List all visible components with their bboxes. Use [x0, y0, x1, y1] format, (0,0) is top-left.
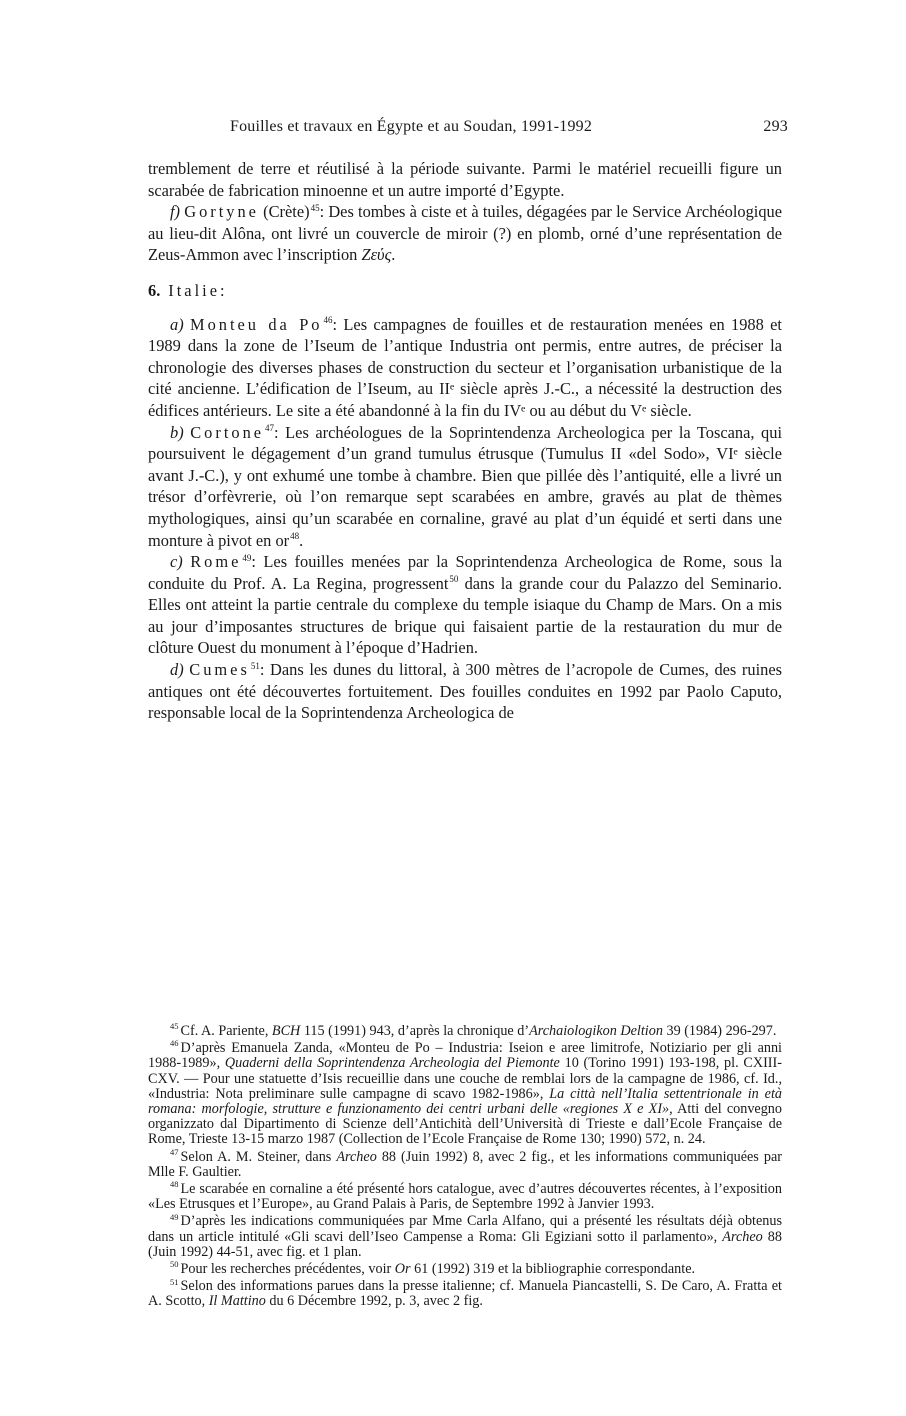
footnote-title: BCH	[271, 1023, 301, 1039]
paragraph-cortone	[148, 422, 782, 552]
footnote-title: Il Mattino	[208, 1293, 266, 1310]
footnote-number: 45	[170, 1021, 179, 1032]
paragraph-continuation: tremblement de terre et réutilisé à la période suivante. Parmi le matériel recueilli figure un scarabée de fabrication minoenne et un autre importé d’Egypte.	[148, 159, 782, 200]
footnote-text: du 6 Décembre 1992, p. 3, avec 2 fig.	[265, 1293, 483, 1310]
paragraph-end: .	[299, 530, 304, 550]
footnote-number: 50	[170, 1259, 179, 1270]
footnote-number: 46	[170, 1038, 179, 1049]
footnote-title: Archaiologikon Deltion	[529, 1023, 663, 1039]
section-heading	[148, 280, 782, 302]
paragraph-text: : Les archéologues de la Soprintendenza Archeologica per la Toscana, qui poursuivent le dégagement d’un grand tumulus étrusque (Tumulus II «del Sodo», VIᵉ siècle avant J.-C.), y ont exhumé une tombe à chambre. Bien que pillée dès l’antiquité, elle a livré un trésor d’orfèvrerie, où l’on remarque sept scarabées en ambre, gravés au plat de thèmes mythologiques, ainsi qu’un scarabée en cornaline, gravé au plat d’un équidé et serti dans une monture à pivot en or	[148, 422, 782, 550]
footnote-text: Selon des informations parues dans la presse italienne; cf. Manuela Piancastelli, S. De Caro, A. Fratta et A. Scotto,	[148, 1278, 782, 1310]
paragraph-text: dans la grande cour du Palazzo del Seminario. Elles ont atteint la partie centrale du complexe du temple isiaque du Champ de Mars. On a mis au jour d’imposantes structures de brique qui faisaient partie de la restauration du mur de clôture Ouest du monument à l’époque d’Hadrien.	[148, 573, 782, 658]
footnote-title: La città nell’Italia settentrionale in età romana: morfologie, strutture e funzionamento dei centri urbani delle «regiones X e XI»	[148, 1085, 782, 1118]
item-label: c)	[170, 552, 183, 572]
footnote-50	[148, 1259, 782, 1278]
footnote-title: Archeo	[336, 1148, 377, 1165]
footnote-text: 10 (Torino 1991) 193-198, pl. CXIII-CXV. — Pour une statuette d’Isis recueillie dans une couche de remblai lors de la campagne de 1986, cf. Id., «Industria: Nota preliminare sulle campagne di scavo 1982-1986»,	[148, 1055, 782, 1102]
paragraph-monteu	[148, 314, 782, 422]
paragraph-cumes	[148, 659, 782, 724]
running-title: Fouilles et travaux en Égypte et au Soudan, 1991-1992	[230, 118, 593, 135]
footnote-number: 47	[170, 1146, 179, 1157]
footnote-title: Or	[394, 1261, 411, 1278]
footnote-ref: 45	[310, 202, 320, 213]
footnote-ref: 50	[449, 574, 459, 585]
place-name: Monteu da Po	[190, 314, 323, 334]
footnote-text: Cf. A. Pariente,	[180, 1023, 272, 1039]
running-header	[148, 118, 788, 142]
paragraph-text: : Les fouilles menées par la Soprintendenza Archeologica de Rome, sous la conduite du Prof. A. La Regina, progressent	[148, 552, 782, 593]
item-label: a)	[170, 314, 184, 334]
greek-word: Ζεύς	[361, 245, 392, 265]
footnote-title: Archeo	[722, 1228, 763, 1245]
place-name: Cortone	[190, 422, 265, 442]
place-name: Cumes	[189, 660, 250, 680]
footnote-49	[148, 1211, 782, 1260]
place-name: Gortyne	[184, 202, 259, 222]
footnote-number: 49	[170, 1211, 179, 1222]
page-number: 293	[763, 118, 788, 135]
footnote-ref: 49	[242, 552, 252, 563]
footnote-ref: 47	[265, 423, 275, 434]
footnote-text: 61 (1992) 319 et la bibliographie correspondante.	[410, 1261, 696, 1278]
footnote-ref: 46	[323, 315, 333, 326]
paragraph-text: : Les campagnes de fouilles et de restauration menées en 1988 et 1989 dans la zone de l’Iseum de l’antique Industria ont permis, entre autres, de préciser la chronologie des diverses phases de construction du secteur et l’organisation urbanistique de la cité ancienne. L’édification de l’Iseum, au IIᵉ siècle après J.-C., a nécessité la destruction des édifices antérieurs. Le site a été abandonné à la fin du IVᵉ ou au début du Vᵉ siècle.	[148, 314, 782, 420]
footnote-text: 88 (Juin 1992) 8, avec 2 fig., et les informations communiquées par Mlle F. Gaultier.	[148, 1148, 782, 1180]
place-note: (Crète)	[258, 202, 310, 222]
footnote-text: , Atti del convegno organizzato dal Dipartimento di Scienze dell’Antichità dell’Università di Trieste e dall’Ecole Française de Rome, Trieste 13-15 marzo 1987 (Collection de l’Ecole Française de Rome 130; 1990) 572, n. 24.	[148, 1101, 782, 1148]
footnote-46	[148, 1038, 782, 1148]
footnotes	[148, 1021, 782, 1312]
section-number: 6.	[148, 280, 161, 300]
item-label: f)	[170, 202, 181, 222]
paragraph-rome	[148, 551, 782, 659]
footnote-number: 51	[170, 1276, 179, 1287]
body-text	[148, 158, 782, 724]
paragraph-text: : Des tombes à ciste et à tuiles, dégagées par le Service Archéologique au lieu-dit Alôna, ont livré un couvercle de miroir (?) en plomb, orné d’une représentation de Zeus-Ammon avec l’inscription	[148, 202, 782, 265]
footnote-text: Selon A. M. Steiner, dans	[180, 1148, 337, 1165]
footnote-45	[148, 1021, 782, 1039]
footnote-text: Le scarabée en cornaline a été présenté hors catalogue, avec d’autres découvertes récentes, à l’exposition «Les Etrusques et l’Europe», au Grand Palais à Paris, de Septembre 1992 à Janvier 1993.	[148, 1181, 782, 1213]
paragraph-gortyne	[148, 201, 782, 266]
footnote-text: D’après les indications communiquées par Mme Carla Alfano, qui a présenté les résultats déjà obtenus dans un article intitulé «Gli scavi dell’Iseo Campense a Roma: Gli Egiziani sotto il parlamento»,	[148, 1213, 782, 1245]
footnote-47	[148, 1146, 782, 1180]
footnote-48	[148, 1179, 782, 1213]
footnote-text: D’après Emanuela Zanda, «Monteu de Po – Industria: Iseion e aree limitrofe, Notiziario per gli anni 1988-1989»,	[148, 1040, 782, 1072]
footnote-text: 39 (1984) 296-297.	[662, 1023, 777, 1039]
footnote-number: 48	[170, 1179, 179, 1190]
place-name: Rome	[190, 552, 242, 572]
footnote-text: Pour les recherches précédentes, voir	[180, 1261, 395, 1278]
footnote-text: 115 (1991) 943, d’après la chronique d’	[300, 1023, 530, 1039]
paragraph-end: .	[391, 245, 396, 265]
paragraph-text: : Dans les dunes du littoral, à 300 mètres de l’acropole de Cumes, des ruines antiques ont été découvertes fortuitement. Des fouilles conduites en 1992 par Paolo Caputo, responsable local de la Soprintendenza Archeologica de	[148, 660, 782, 723]
section-title: Italie:	[168, 280, 228, 300]
footnote-ref: 48	[290, 531, 300, 542]
item-label: b)	[170, 422, 184, 442]
footnote-title: Quaderni della Soprintendenza Archeologia del Piemonte	[224, 1055, 560, 1072]
footnote-text: 88 (Juin 1992) 44-51, avec fig. et 1 plan.	[148, 1228, 782, 1260]
footnote-ref: 51	[250, 660, 260, 671]
footnote-51	[148, 1276, 782, 1310]
item-label: d)	[170, 660, 184, 680]
